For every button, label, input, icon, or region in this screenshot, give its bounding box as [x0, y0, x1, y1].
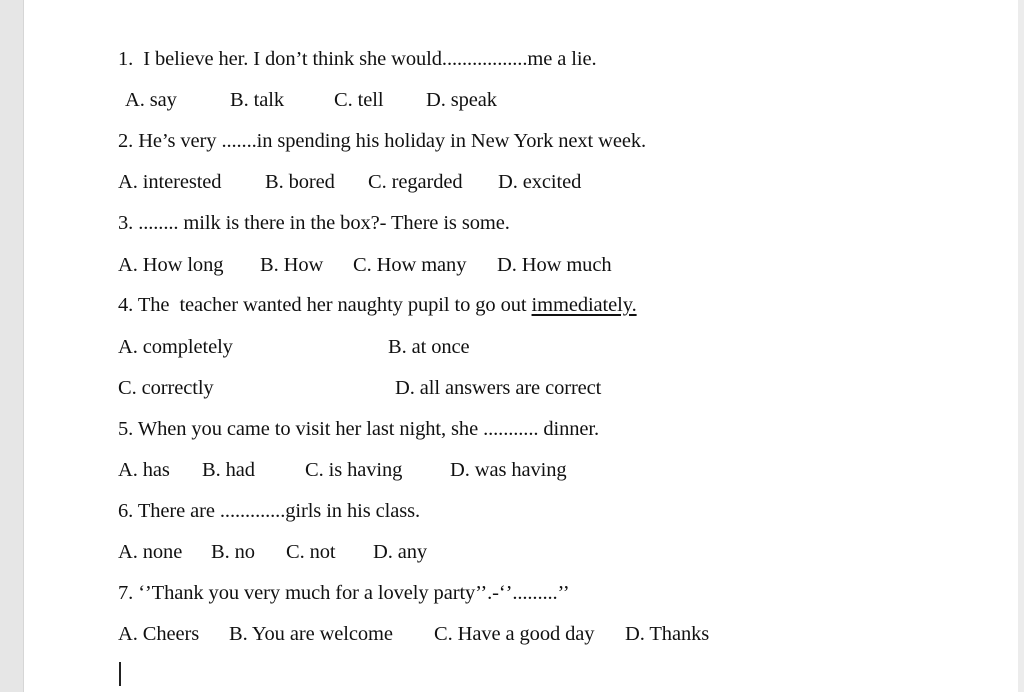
question-4-option-c: C. correctly — [118, 377, 214, 399]
question-3-option-c: C. How many — [353, 254, 467, 276]
left-margin-gutter — [0, 0, 24, 692]
question-3-option-b: B. How — [260, 254, 324, 276]
question-5-option-a: A. has — [118, 459, 170, 481]
question-2-option-b: B. bored — [265, 171, 335, 193]
question-4-option-a: A. completely — [118, 336, 233, 358]
question-2-option-c: C. regarded — [368, 171, 463, 193]
question-6-option-b: B. no — [211, 541, 255, 563]
question-1-option-b: B. talk — [230, 89, 284, 111]
question-3-option-a: A. How long — [118, 254, 224, 276]
question-6-stem: 6. There are .............girls in his class. — [118, 500, 420, 522]
question-2-stem: 2. He’s very .......in spending his holiday in New York next week. — [118, 130, 647, 152]
question-5-option-c: C. is having — [305, 459, 403, 481]
question-7-option-d: D. Thanks — [625, 623, 710, 645]
question-3-option-d: D. How much — [497, 254, 612, 276]
question-1-option-a: A. say — [125, 89, 177, 111]
question-6-option-c: C. not — [286, 541, 336, 563]
question-4-option-d: D. all answers are correct — [395, 377, 602, 399]
question-7-option-c: C. Have a good day — [434, 623, 595, 645]
question-1-stem: 1. I believe her. I don’t think she would.................me a lie. — [118, 48, 597, 70]
question-1-option-c: C. tell — [334, 89, 384, 111]
question-4-stem-text: 4. The teacher wanted her naughty pupil to go out — [118, 294, 532, 316]
right-edge-border — [1018, 0, 1024, 692]
question-2-option-d: D. excited — [498, 171, 582, 193]
question-3-stem: 3. ........ milk is there in the box?- There is some. — [118, 212, 510, 234]
question-1-option-d: D. speak — [426, 89, 497, 111]
question-5-option-d: D. was having — [450, 459, 567, 481]
question-6-option-a: A. none — [118, 541, 183, 563]
question-7-stem: 7. ‘’Thank you very much for a lovely party’’.-‘’.........’’ — [118, 582, 570, 604]
document-page[interactable] — [24, 0, 1018, 692]
question-7-option-a: A. Cheers — [118, 623, 200, 645]
question-5-stem: 5. When you came to visit her last night, she ........... dinner. — [118, 418, 600, 440]
question-7-option-b: B. You are welcome — [229, 623, 393, 645]
question-4-underlined-word: immediately. — [531, 294, 637, 316]
question-2-option-a: A. interested — [118, 171, 222, 193]
question-6-option-d: D. any — [373, 541, 428, 563]
question-4-option-b: B. at once — [388, 336, 470, 358]
text-cursor — [119, 662, 121, 686]
question-4-stem — [118, 293, 637, 317]
question-5-option-b: B. had — [202, 459, 255, 481]
